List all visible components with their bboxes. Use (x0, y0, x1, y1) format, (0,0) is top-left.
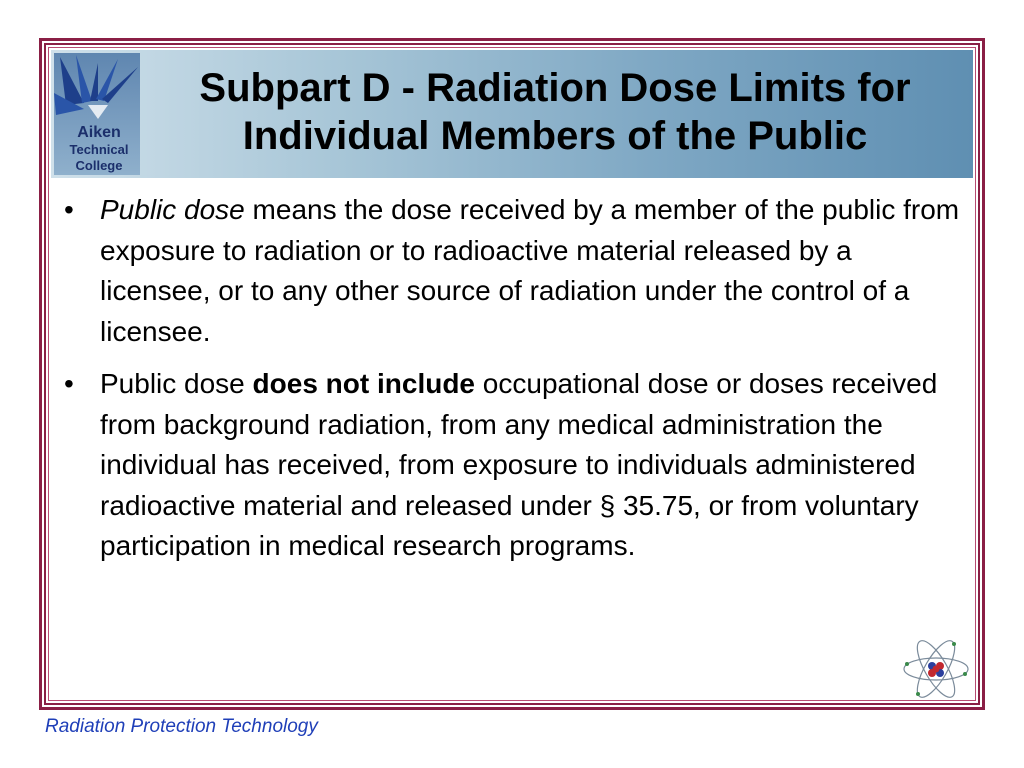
logo-text-aiken: Aiken (77, 124, 121, 141)
bullet-text: occupational dose or doses received from background radiation, from any medical administration the individual has received, from exposure to individuals administered radioactive material and released under § 35.75, or from voluntary participation in medical research programs. (100, 368, 938, 561)
aiken-technical-college-logo (54, 53, 140, 175)
slide-title-line-1: Subpart D - Radiation Dose Limits for (199, 66, 911, 110)
bullet-item (60, 364, 965, 567)
emphasis-does-not-include: does not include (252, 368, 476, 399)
footer-course-name: Radiation Protection Technology (45, 716, 318, 737)
bullet-lead: Public dose (100, 368, 253, 399)
logo-text-technical: Technical (69, 142, 129, 157)
bullet-item (60, 190, 965, 352)
bullet-dot: • (64, 368, 74, 399)
logo-text-college: College (75, 158, 123, 173)
term-public-dose: Public dose (100, 194, 245, 225)
atom-icon (902, 638, 970, 700)
bullet-text: means the dose received by a member of the public from exposure to radiation or to radioactive material released by a licensee, or to any other source of radiation under the control of a licensee. (100, 194, 960, 347)
bullet-dot: • (64, 194, 74, 225)
slide-title-line-2: Individual Members of the Public (242, 114, 868, 158)
slide-body (60, 190, 965, 579)
slide-title (142, 64, 968, 160)
